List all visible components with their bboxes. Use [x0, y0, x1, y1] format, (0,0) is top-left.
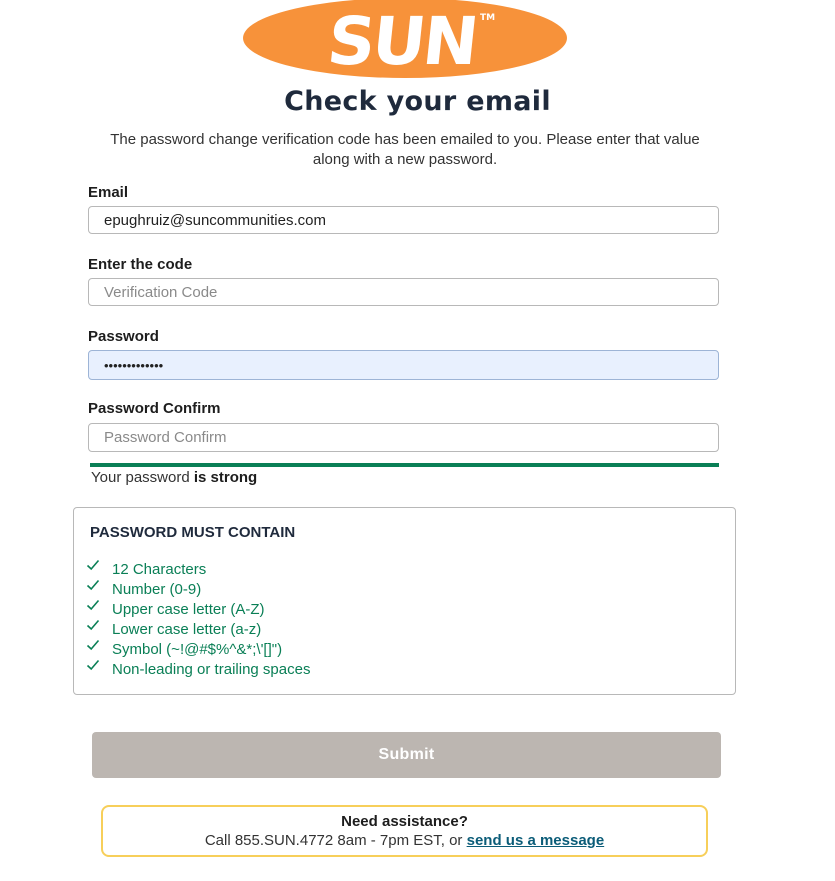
- password-confirm-label: Password Confirm: [88, 400, 221, 417]
- page-title: Check your email: [284, 86, 551, 117]
- requirement-label: Lower case letter (a-z): [112, 620, 262, 638]
- requirements-list: [86, 559, 310, 679]
- check-icon: [86, 578, 100, 592]
- requirement-label: Upper case letter (A-Z): [112, 600, 265, 618]
- requirement-item: [86, 559, 310, 579]
- logo-trademark: TM: [480, 13, 496, 23]
- assistance-title: Need assistance?: [341, 813, 468, 830]
- password-strength-text: [91, 469, 257, 486]
- email-field[interactable]: [88, 206, 719, 234]
- email-label: Email: [88, 184, 129, 201]
- strength-status: is strong: [193, 469, 258, 486]
- page-intro: The password change verification code has been emailed to you. Please enter that value along with a new password.: [110, 131, 700, 168]
- requirement-label: Non-leading or trailing spaces: [112, 660, 311, 678]
- send-message-link[interactable]: send us a message: [466, 832, 605, 849]
- strength-prefix: Your password: [91, 469, 190, 486]
- check-icon: [86, 598, 100, 612]
- assistance-phone-text: Call 855.SUN.4772 8am - 7pm EST, or: [204, 832, 467, 849]
- assistance-text: [103, 831, 706, 851]
- requirement-item: [86, 599, 310, 619]
- requirement-label: Number (0-9): [112, 580, 202, 598]
- requirements-title: PASSWORD MUST CONTAIN: [90, 524, 296, 541]
- logo-text: SUN: [323, 3, 480, 80]
- submit-button[interactable]: Submit: [92, 732, 721, 778]
- password-requirements-box: [73, 507, 736, 695]
- check-icon: [86, 638, 100, 652]
- sun-logo: [242, 0, 568, 80]
- assistance-box: [101, 805, 708, 857]
- check-icon: [86, 558, 100, 572]
- password-input[interactable]: [88, 350, 719, 380]
- password-strength-bar: [90, 463, 719, 467]
- code-label: Enter the code: [88, 256, 193, 273]
- password-label: Password: [88, 328, 159, 345]
- check-icon: [86, 618, 100, 632]
- check-icon: [86, 658, 100, 672]
- requirement-label: Symbol (~!@#$%^&*;\'[]"): [112, 640, 283, 658]
- requirement-item: [86, 579, 310, 599]
- requirement-item: [86, 619, 310, 639]
- password-confirm-input[interactable]: [88, 423, 719, 452]
- requirement-label: 12 Characters: [112, 560, 207, 578]
- requirement-item: [86, 639, 310, 659]
- verification-code-input[interactable]: [88, 278, 719, 306]
- requirement-item: [86, 659, 310, 679]
